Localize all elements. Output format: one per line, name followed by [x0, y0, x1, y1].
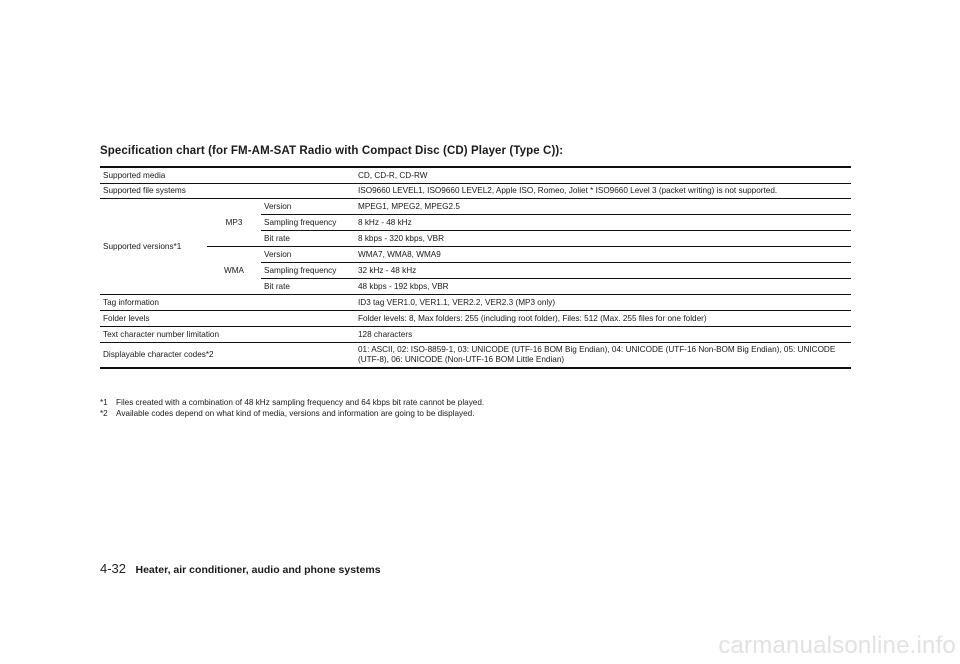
table-row — [100, 311, 851, 327]
page-number: 4-32 — [100, 561, 127, 576]
footnotes — [100, 397, 860, 419]
footnote-text: Files created with a combination of 48 kHz sampling frequency and 64 kbps bit rate cannot be played. — [116, 398, 485, 407]
page-footer — [100, 560, 381, 578]
footnote-mark: *1 — [100, 398, 108, 407]
row-value: 48 kbps - 192 kbps, VBR — [355, 279, 851, 295]
site-watermark: carmanualsonline.info — [718, 632, 956, 659]
footnote-text: Available codes depend on what kind of media, versions and information are going to be displayed. — [116, 409, 475, 418]
mp3-label: MP3 — [207, 199, 261, 247]
table-row — [100, 167, 851, 184]
row-label: Tag information — [100, 295, 355, 311]
table-row — [100, 295, 851, 311]
section-title: Heater, air conditioner, audio and phone systems — [135, 564, 381, 576]
table-row — [100, 343, 851, 369]
page-heading: Specification chart (for FM-AM-SAT Radio with Compact Disc (CD) Player (Type C)): — [100, 145, 564, 157]
row-value: ISO9660 LEVEL1, ISO9660 LEVEL2, Apple ISO, Romeo, Joliet * ISO9660 Level 3 (packet writing) is not supported. — [355, 184, 851, 199]
row-label: Text character number limitation — [100, 327, 355, 343]
wma-label: WMA — [207, 247, 261, 295]
row-label: Folder levels — [100, 311, 355, 327]
sub-label: Version — [261, 247, 355, 263]
row-value: 8 kbps - 320 kbps, VBR — [355, 231, 851, 247]
footnote — [100, 397, 860, 408]
row-value: ID3 tag VER1.0, VER1.1, VER2.2, VER2.3 (MP3 only) — [355, 295, 851, 311]
sub-label: Bit rate — [261, 279, 355, 295]
footnote — [100, 408, 860, 419]
row-value: WMA7, WMA8, WMA9 — [355, 247, 851, 263]
row-value: 8 kHz - 48 kHz — [355, 215, 851, 231]
row-value: MPEG1, MPEG2, MPEG2.5 — [355, 199, 851, 215]
sub-label: Sampling frequency — [261, 215, 355, 231]
table-row — [100, 327, 851, 343]
sub-label: Version — [261, 199, 355, 215]
supported-versions-label: Supported versions*1 — [100, 199, 207, 295]
table-row — [100, 184, 851, 199]
sub-label: Sampling frequency — [261, 263, 355, 279]
row-label: Supported file systems — [100, 184, 355, 199]
row-value: 128 characters — [355, 327, 851, 343]
row-label: Supported media — [100, 167, 355, 184]
row-value: Folder levels: 8, Max folders: 255 (including root folder), Files: 512 (Max. 255 files for one folder) — [355, 311, 851, 327]
specification-table — [100, 166, 851, 369]
table-row — [100, 247, 851, 263]
row-label: Displayable character codes*2 — [100, 343, 355, 369]
footnote-mark: *2 — [100, 409, 108, 418]
table-row — [100, 199, 851, 215]
row-value: 32 kHz - 48 kHz — [355, 263, 851, 279]
sub-label: Bit rate — [261, 231, 355, 247]
row-value: 01: ASCII, 02: ISO-8859-1, 03: UNICODE (UTF-16 BOM Big Endian), 04: UNICODE (UTF-16 Non-BOM Big Endian), 05: UNICODE (UTF-8), 06: UNICODE (Non-UTF-16 BOM Little Endian) — [355, 343, 851, 369]
row-value: CD, CD-R, CD-RW — [355, 167, 851, 184]
